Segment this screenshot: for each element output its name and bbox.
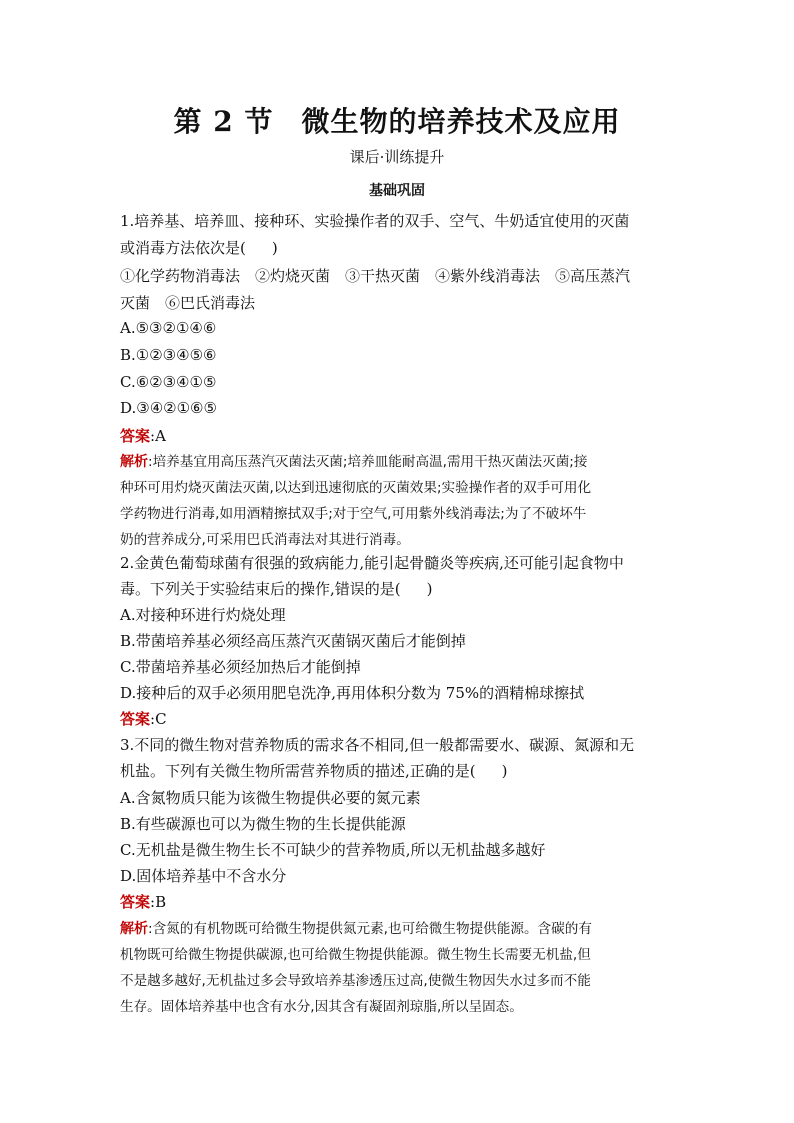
- q3-paren-close: ): [501, 762, 508, 780]
- title-section-number: 第 2 节: [173, 105, 274, 138]
- q1-stem-text: 或消毒方法依次是(: [120, 239, 246, 257]
- q1-explain-text-1: 培养基宜用高压蒸汽灭菌法灭菌;培养皿能耐高温,需用干热灭菌法灭菌;接: [152, 454, 588, 470]
- q3-stem-line-1: 3.不同的微生物对营养物质的需求各不相同,但一般都需要水、碳源、氮源和无: [120, 736, 635, 754]
- answer-label: 答案: [120, 427, 151, 445]
- q2-option-c: C.带菌培养基必须经加热后才能倒掉: [120, 658, 361, 676]
- q2-answer: 答案:C: [120, 710, 167, 728]
- title-text: 微生物的培养技术及应用: [301, 105, 621, 138]
- q2-option-b: B.带菌培养基必须经高压蒸汽灭菌锅灭菌后才能倒掉: [120, 632, 466, 650]
- q1-option-b: B.①②③④⑤⑥: [120, 346, 217, 364]
- page-subtitle: 课后·训练提升: [349, 148, 445, 166]
- q2-stem-text: 毒。下列关于实验结束后的操作,错误的是(: [120, 580, 401, 598]
- q2-paren-close: ): [426, 580, 433, 598]
- q1-explain-line-1: 解析:培养基宜用高压蒸汽灭菌法灭菌;培养皿能耐高温,需用干热灭菌法灭菌;接: [120, 454, 588, 470]
- q1-answer-value: A: [155, 427, 166, 445]
- q1-option-a: A.⑤③②①④⑥: [120, 319, 217, 337]
- q1-methods-line-1: ①化学药物消毒法 ②灼烧灭菌 ③干热灭菌 ④紫外线消毒法 ⑤高压蒸汽: [120, 267, 631, 285]
- q1-paren-close: ): [271, 239, 278, 257]
- section-heading: 基础巩固: [369, 183, 425, 199]
- q1-option-d: D.③④②①⑥⑤: [120, 399, 217, 417]
- q2-stem-line-1: 2.金黄色葡萄球菌有很强的致病能力,能引起骨髓炎等疾病,还可能引起食物中: [120, 554, 624, 572]
- q3-answer-value: B: [155, 893, 167, 911]
- q1-option-c: C.⑥②③④①⑤: [120, 373, 217, 391]
- q1-methods-line-2: 灭菌 ⑥巴氏消毒法: [120, 294, 256, 312]
- q3-option-c: C.无机盐是微生物生长不可缺少的营养物质,所以无机盐越多越好: [120, 841, 546, 859]
- q3-option-a: A.含氮物质只能为该微生物提供必要的氮元素: [120, 789, 421, 807]
- q2-option-d: D.接种后的双手必须用肥皂洗净,再用体积分数为 75%的酒精棉球擦拭: [120, 684, 585, 702]
- answer-label: 答案: [120, 710, 151, 728]
- q3-explain-line-3: 不是越多越好,无机盐过多会导致培养基渗透压过高,使微生物因失水过多而不能: [120, 973, 591, 989]
- q2-stem-line-2: [120, 578, 680, 599]
- q1-explain-line-2: 种环可用灼烧灭菌法灭菌,以达到迅速彻底的灭菌效果;实验操作者的双手可用化: [120, 480, 592, 496]
- answer-label: 答案: [120, 893, 151, 911]
- explain-label: 解析: [120, 454, 148, 470]
- q3-option-d: D.固体培养基中不含水分: [120, 867, 287, 885]
- q1-answer: 答案:A: [120, 427, 166, 445]
- q3-stem-text: 机盐。下列有关微生物所需营养物质的描述,正确的是(: [120, 762, 476, 780]
- q1-stem-line-1: 1.培养基、培养皿、接种环、实验操作者的双手、空气、牛奶适宜使用的灭菌: [120, 212, 630, 230]
- q1-explain-line-4: 奶的营养成分,可采用巴氏消毒法对其进行消毒。: [120, 532, 410, 548]
- q3-explain-line-4: 生存。固体培养基中也含有水分,因其含有凝固剂琼脂,所以呈固态。: [120, 999, 523, 1015]
- q3-explain-line-1: 解析:含氮的有机物既可给微生物提供氮元素,也可给微生物提供能源。含碳的有: [120, 921, 592, 937]
- explain-label: 解析: [120, 921, 148, 937]
- q1-stem-line-2: [120, 237, 680, 258]
- page-title: [0, 100, 794, 140]
- q3-answer: 答案:B: [120, 893, 167, 911]
- q3-explain-text-1: 含氮的有机物既可给微生物提供氮元素,也可给微生物提供能源。含碳的有: [152, 921, 592, 937]
- q3-stem-line-2: [120, 760, 680, 781]
- q2-answer-value: C: [155, 710, 167, 728]
- q3-option-b: B.有些碳源也可以为微生物的生长提供能源: [120, 815, 406, 833]
- q1-explain-line-3: 学药物进行消毒,如用酒精擦拭双手;对于空气,可用紫外线消毒法;为了不破坏牛: [120, 506, 587, 522]
- q3-explain-line-2: 机物既可给微生物提供碳源,也可给微生物提供能源。微生物生长需要无机盐,但: [120, 947, 591, 963]
- q2-option-a: A.对接种环进行灼烧处理: [120, 606, 286, 624]
